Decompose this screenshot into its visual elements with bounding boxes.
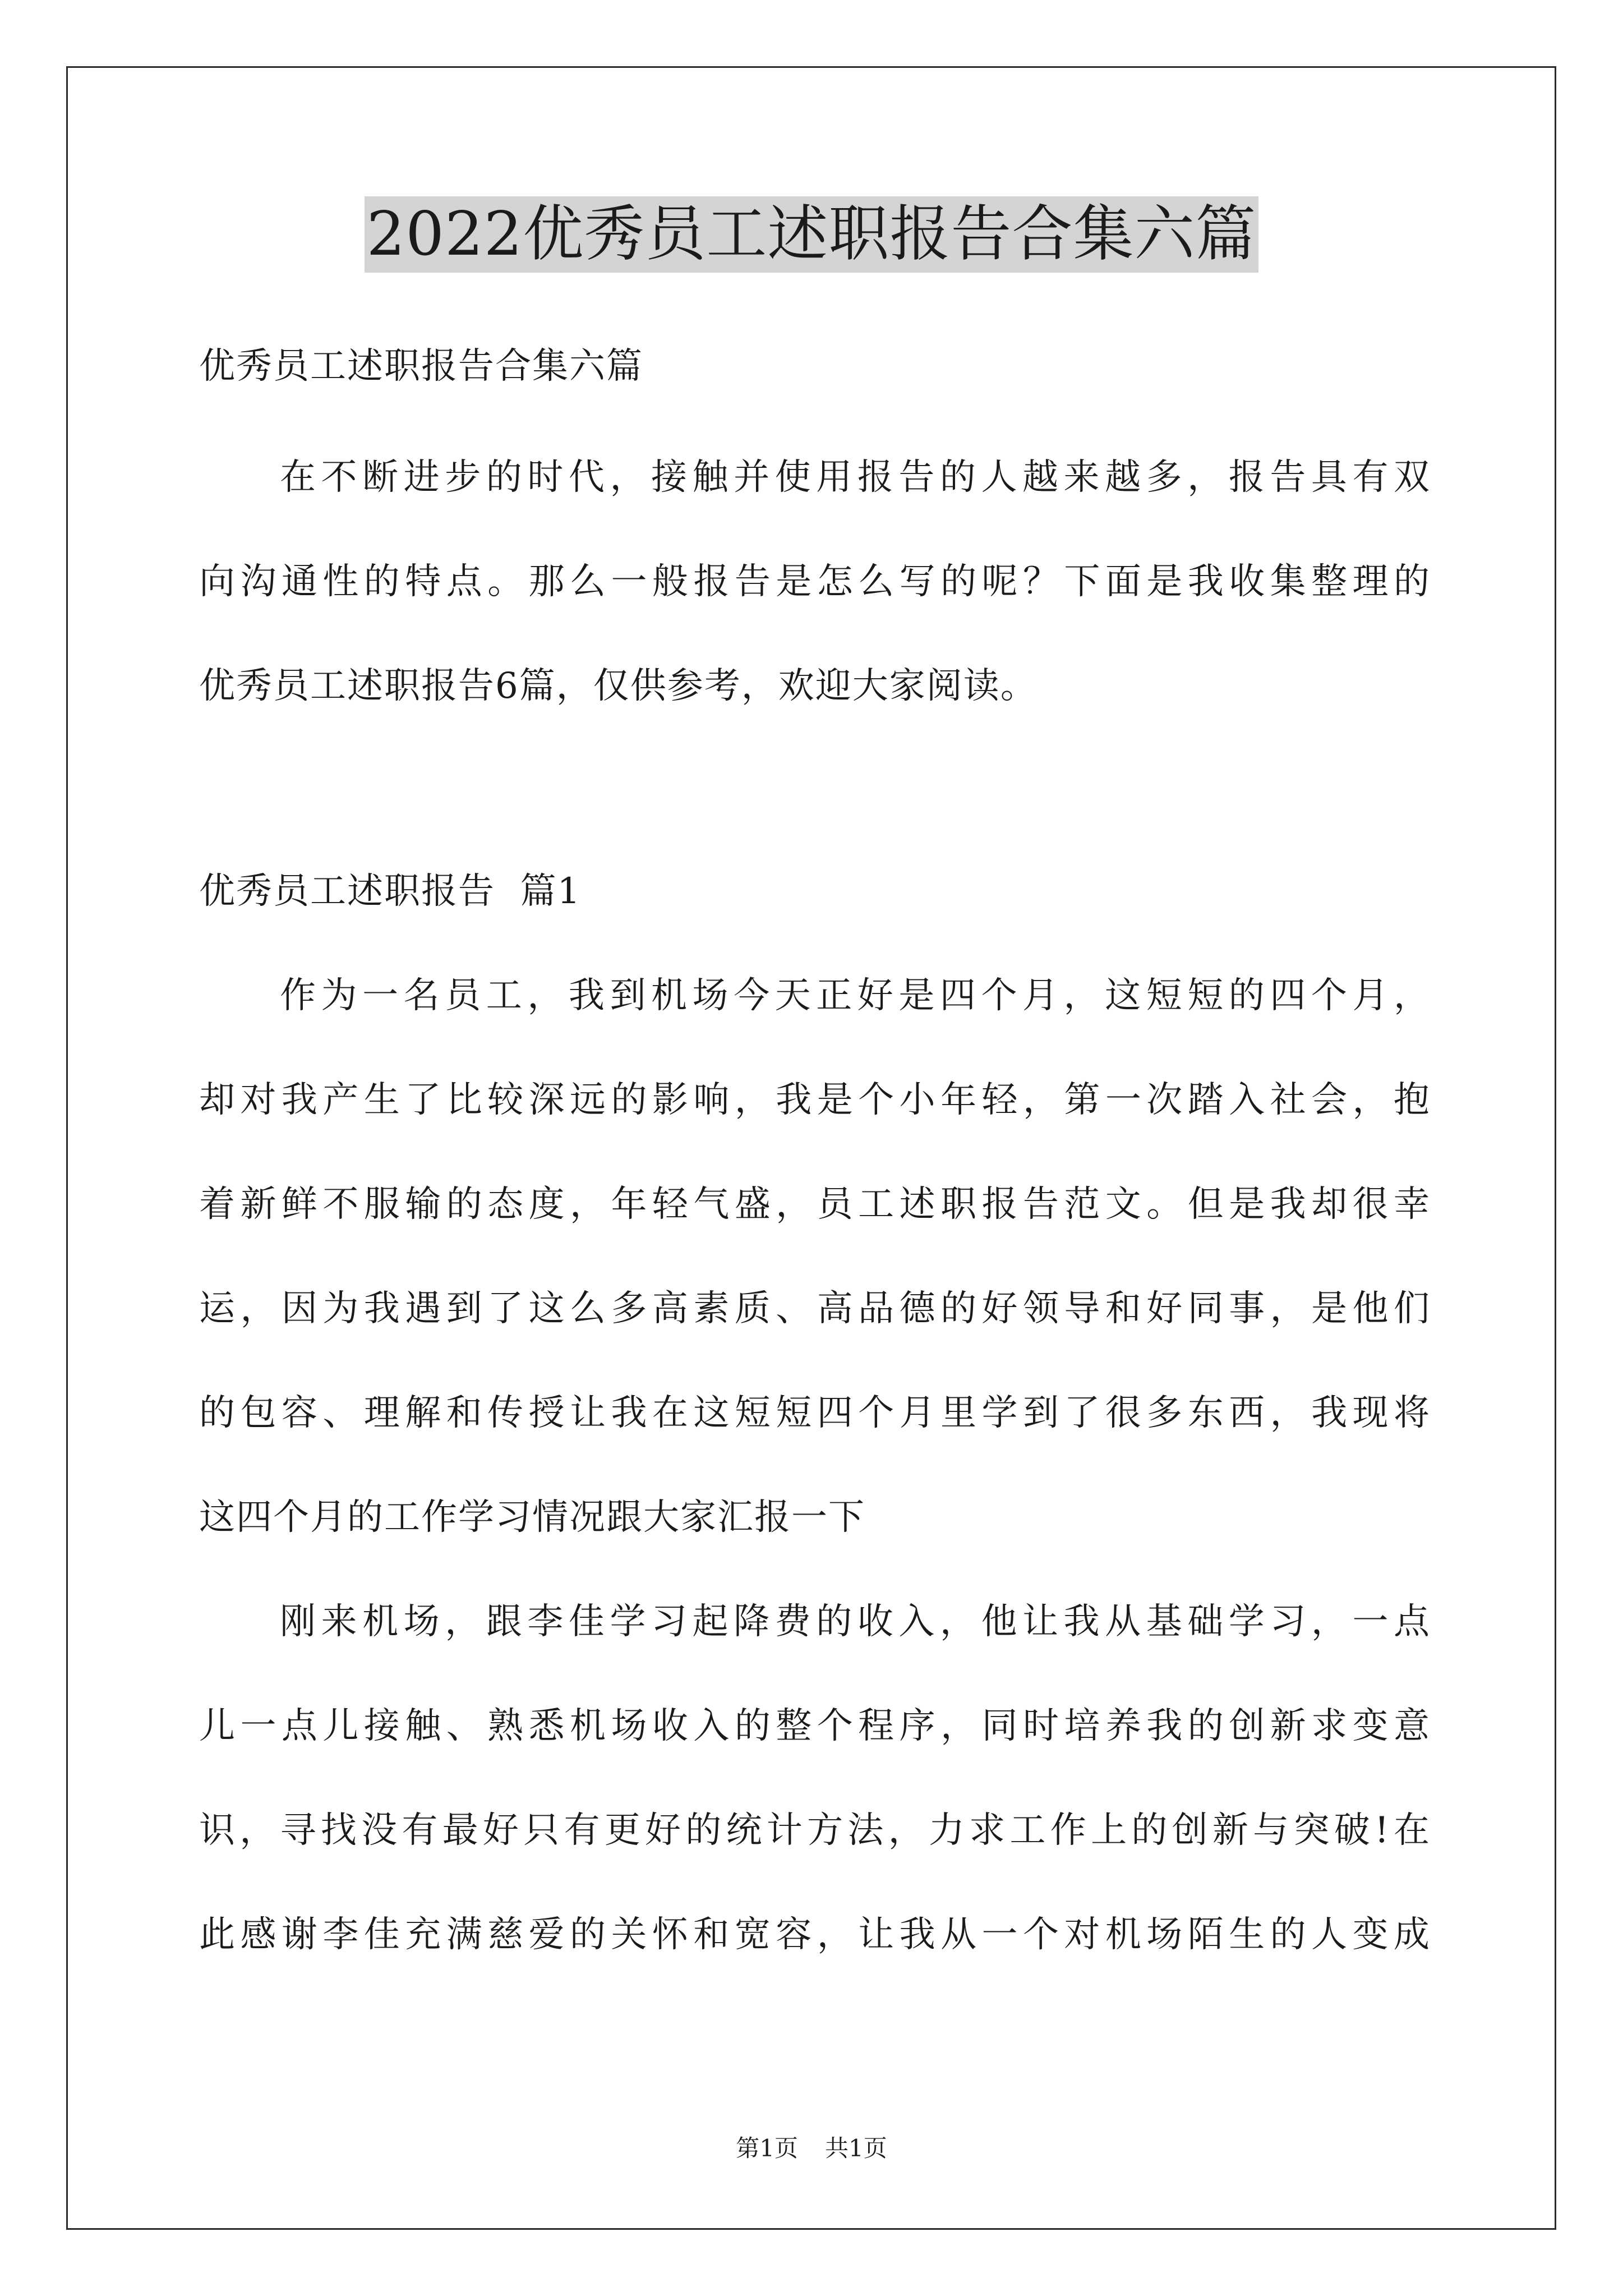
title-text: 2022优秀员工述职报告合集六篇 [365,196,1259,273]
intro-paragraph [199,425,1431,738]
document-body [199,314,1431,1987]
paragraph-line: 的包容、理解和传授让我在这短短四个月里学到了很多东西，我现将 [199,1392,1431,1434]
body-paragraph-2 [199,1570,1431,1987]
section-heading: 优秀员工述职报告 篇1 [199,871,582,912]
paragraph-line: 作为一名员工，我到机场今天正好是四个月，这短短的四个月， [280,975,1431,1016]
paragraph-line: 运，因为我遇到了这么多高素质、高品德的好领导和好同事，是他们 [199,1288,1431,1329]
paragraph-line: 向沟通性的特点。那么一般报告是怎么写的呢？下面是我收集整理的 [199,561,1431,602]
paragraph-line: 此感谢李佳充满慈爱的关怀和宽容，让我从一个对机场陌生的人变成 [199,1914,1431,1955]
paragraph-line: 在不断进步的时代，接触并使用报告的人越来越多，报告具有双 [280,457,1431,498]
document-title [0,196,1623,273]
paragraph-line: 优秀员工述职报告6篇，仅供参考，欢迎大家阅读。 [199,665,1038,707]
page-number: 第1页 [736,2134,798,2162]
paragraph-line: 刚来机场，跟李佳学习起降费的收入，他让我从基础学习，一点 [280,1601,1431,1642]
paragraph-line: 这四个月的工作学习情况跟大家汇报一下 [199,1497,865,1538]
body-paragraph-1 [199,944,1431,1570]
subtitle: 优秀员工述职报告合集六篇 [199,346,643,387]
page-footer [0,2132,1623,2165]
page-total: 共1页 [825,2134,887,2162]
paragraph-line: 着新鲜不服输的态度，年轻气盛，员工述职报告范文。但是我却很幸 [199,1184,1431,1225]
paragraph-line: 却对我产生了比较深远的影响，我是个小年轻，第一次踏入社会，抱 [199,1079,1431,1121]
paragraph-line: 识，寻找没有最好只有更好的统计方法，力求工作上的创新与突破!在 [199,1810,1431,1851]
paragraph-line: 儿一点儿接触、熟悉机场收入的整个程序，同时培养我的创新求变意 [199,1705,1431,1747]
